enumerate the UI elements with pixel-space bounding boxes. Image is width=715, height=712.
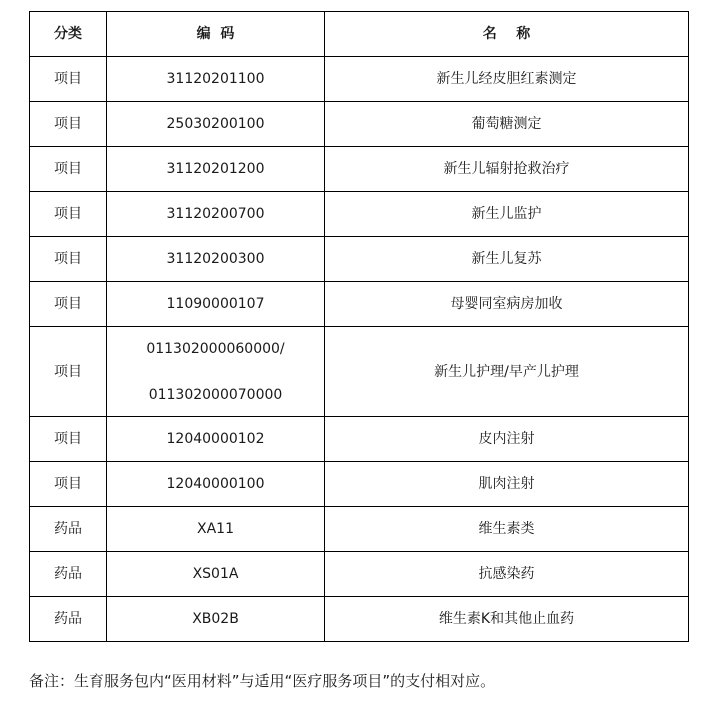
cell-category: 项目 — [30, 282, 107, 327]
cell-name: 肌肉注射 — [325, 462, 689, 507]
cell-category: 药品 — [30, 507, 107, 552]
cell-code: 11090000107 — [107, 282, 325, 327]
cell-code: 31120200300 — [107, 237, 325, 282]
cell-code: 12040000102 — [107, 417, 325, 462]
code-line: 011302000060000/ — [146, 340, 285, 357]
cell-name: 新生儿监护 — [325, 192, 689, 237]
cell-code — [107, 327, 325, 417]
cell-code: 31120201100 — [107, 57, 325, 102]
cell-code: XB02B — [107, 597, 325, 642]
cell-category: 项目 — [30, 417, 107, 462]
header-code: 编 码 — [107, 12, 325, 57]
cell-category: 项目 — [30, 237, 107, 282]
cell-name: 抗感染药 — [325, 552, 689, 597]
table-row — [30, 327, 689, 417]
table-row — [30, 147, 689, 192]
header-category: 分类 — [30, 12, 107, 57]
cell-code: 25030200100 — [107, 102, 325, 147]
cell-name: 维生素K和其他止血药 — [325, 597, 689, 642]
cell-code: 12040000100 — [107, 462, 325, 507]
table-row — [30, 462, 689, 507]
table-row — [30, 57, 689, 102]
table-row — [30, 192, 689, 237]
table-header-row — [30, 12, 689, 57]
cell-category: 项目 — [30, 57, 107, 102]
cell-name: 皮内注射 — [325, 417, 689, 462]
cell-code: XS01A — [107, 552, 325, 597]
cell-code: 31120201200 — [107, 147, 325, 192]
table-row — [30, 282, 689, 327]
cell-name: 新生儿辐射抢救治疗 — [325, 147, 689, 192]
service-items-table — [29, 11, 689, 642]
cell-code: 31120200700 — [107, 192, 325, 237]
cell-name: 母婴同室病房加收 — [325, 282, 689, 327]
header-name: 名 称 — [325, 12, 689, 57]
table-row — [30, 507, 689, 552]
cell-category: 项目 — [30, 102, 107, 147]
cell-category: 项目 — [30, 192, 107, 237]
table-row — [30, 552, 689, 597]
cell-code: XA11 — [107, 507, 325, 552]
table-row — [30, 417, 689, 462]
cell-name: 新生儿复苏 — [325, 237, 689, 282]
table-row — [30, 237, 689, 282]
cell-name: 葡萄糖测定 — [325, 102, 689, 147]
code-line: 011302000070000 — [148, 386, 283, 403]
cell-category: 项目 — [30, 147, 107, 192]
cell-category: 项目 — [30, 462, 107, 507]
table-row — [30, 102, 689, 147]
cell-name: 新生儿护理/早产儿护理 — [325, 327, 689, 417]
cell-name: 新生儿经皮胆红素测定 — [325, 57, 689, 102]
table-row — [30, 597, 689, 642]
cell-category: 药品 — [30, 552, 107, 597]
cell-category: 药品 — [30, 597, 107, 642]
cell-category: 项目 — [30, 327, 107, 417]
cell-name: 维生素类 — [325, 507, 689, 552]
footnote: 备注：生育服务包内“医用材料”与适用“医疗服务项目”的支付相对应。 — [29, 672, 496, 690]
